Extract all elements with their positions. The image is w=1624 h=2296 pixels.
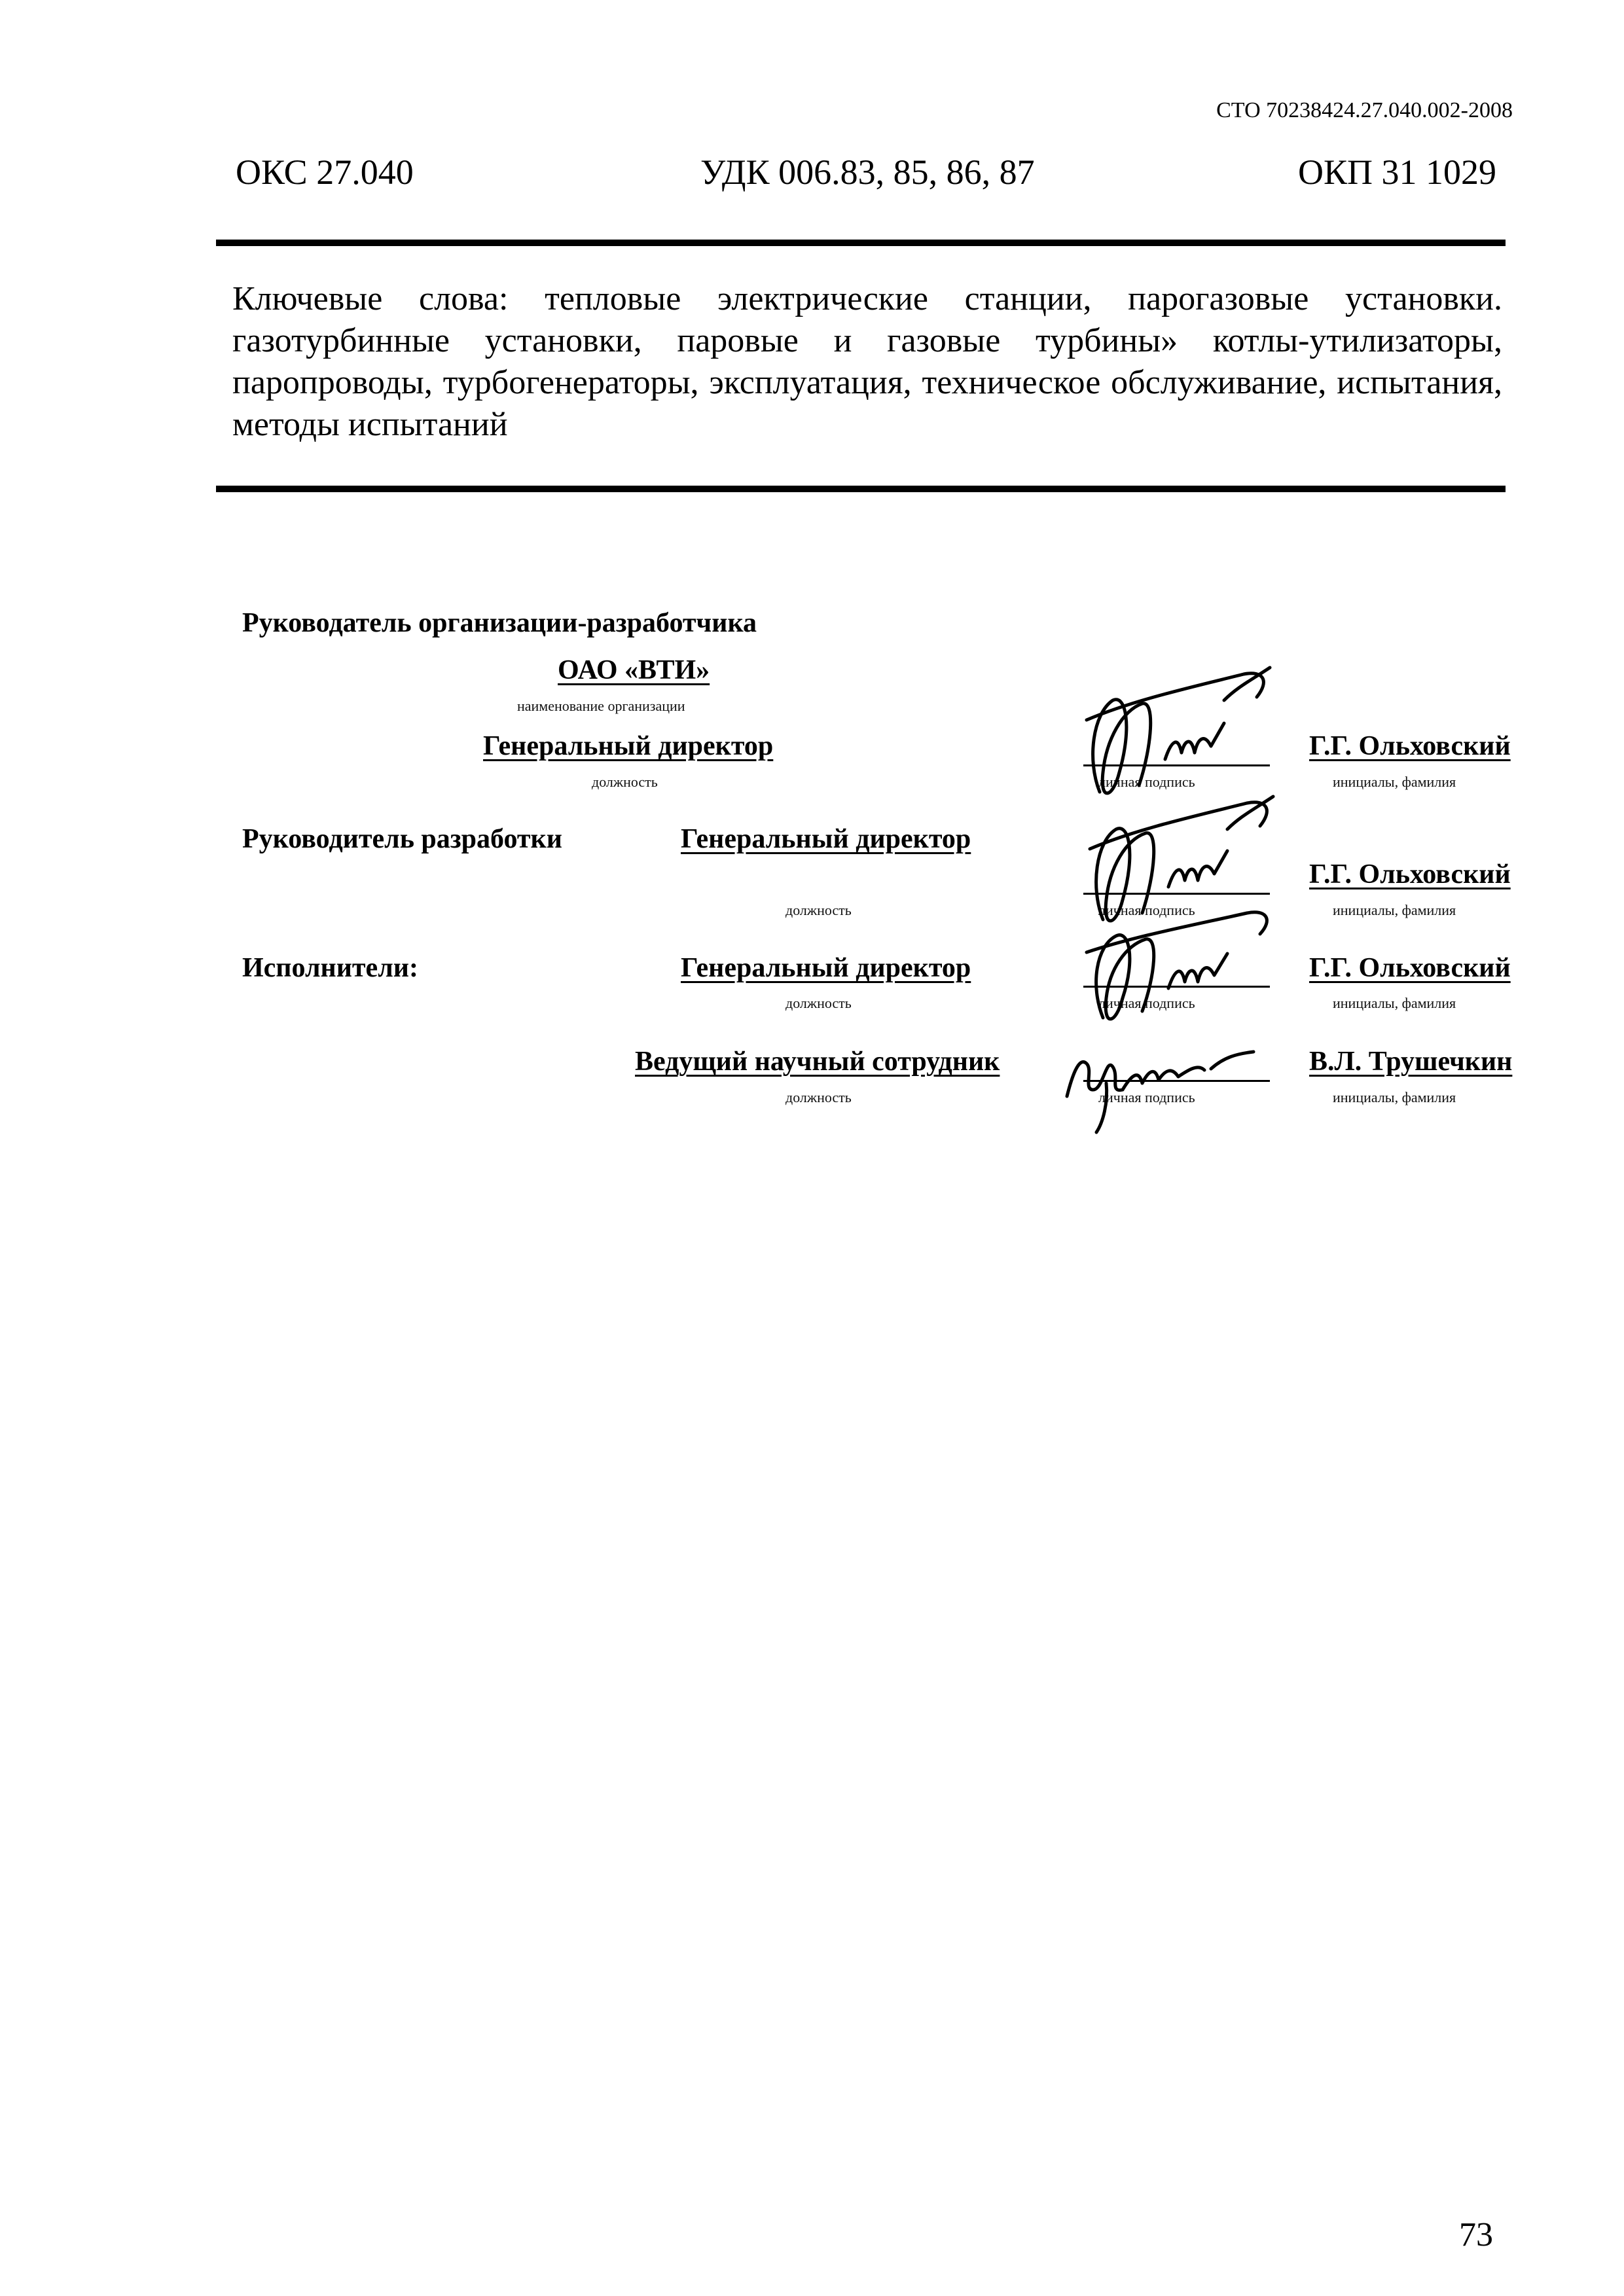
org-name-caption: наименование организации <box>517 698 685 714</box>
block2-name: Г.Г. Ольховский <box>1309 859 1511 889</box>
block1-name: Г.Г. Ольховский <box>1309 731 1511 761</box>
block3-initials-caption: инициалы, фамилия <box>1333 995 1456 1011</box>
block4-position: Ведущий научный сотрудник <box>635 1047 1000 1077</box>
oks-code: ОКС 27.040 <box>236 152 414 192</box>
block3-position: Генеральный директор <box>681 953 971 983</box>
block2-signature-caption: личная подпись <box>1098 902 1195 918</box>
block2-initials-caption: инициалы, фамилия <box>1333 902 1456 918</box>
block1-position-caption: должность <box>592 774 658 790</box>
block4-position-caption: должность <box>785 1089 852 1105</box>
signature-olkhovsky-3 <box>1074 900 1283 1031</box>
block1-position: Генеральный директор <box>483 731 774 761</box>
udk-code: УДК 006.83, 85, 86, 87 <box>700 152 1035 192</box>
block3-position-caption: должность <box>785 995 852 1011</box>
block2-position-caption: должность <box>785 902 852 918</box>
signature-trushechkin <box>1057 1018 1267 1136</box>
top-divider <box>216 240 1506 246</box>
block1-initials-caption: инициалы, фамилия <box>1333 774 1456 790</box>
classification-codes <box>216 152 1499 204</box>
block3-signature-caption: личная подпись <box>1098 995 1195 1011</box>
block4-name: В.Л. Трушечкин <box>1309 1047 1513 1077</box>
block2-role: Руководитель разработки <box>242 824 562 854</box>
okp-code: ОКП 31 1029 <box>1297 152 1496 192</box>
org-head-title: Руководатель организации-разработчика <box>242 608 757 638</box>
keywords-paragraph: Ключевые слова: тепловые электрические станции, парогазовые установки. газотурбинные установки, паровые и газовые турбины» котлы-утилизаторы, паропроводы, турбогенераторы, эксплуатация, техническое обслуживание, испытания, методы испытаний <box>232 280 1502 443</box>
page-number: 73 <box>1459 2216 1493 2253</box>
block4-signature-caption: личная подпись <box>1098 1089 1195 1105</box>
block1-signature-caption: личная подпись <box>1098 774 1195 790</box>
document-number: СТО 70238424.27.040.002-2008 <box>1216 98 1513 122</box>
block3-role: Исполнители: <box>242 953 418 983</box>
block3-name: Г.Г. Ольховский <box>1309 953 1511 983</box>
block4-initials-caption: инициалы, фамилия <box>1333 1089 1456 1105</box>
bottom-divider <box>216 486 1506 492</box>
org-name: ОАО «ВТИ» <box>558 655 710 685</box>
block2-position: Генеральный директор <box>681 824 971 854</box>
